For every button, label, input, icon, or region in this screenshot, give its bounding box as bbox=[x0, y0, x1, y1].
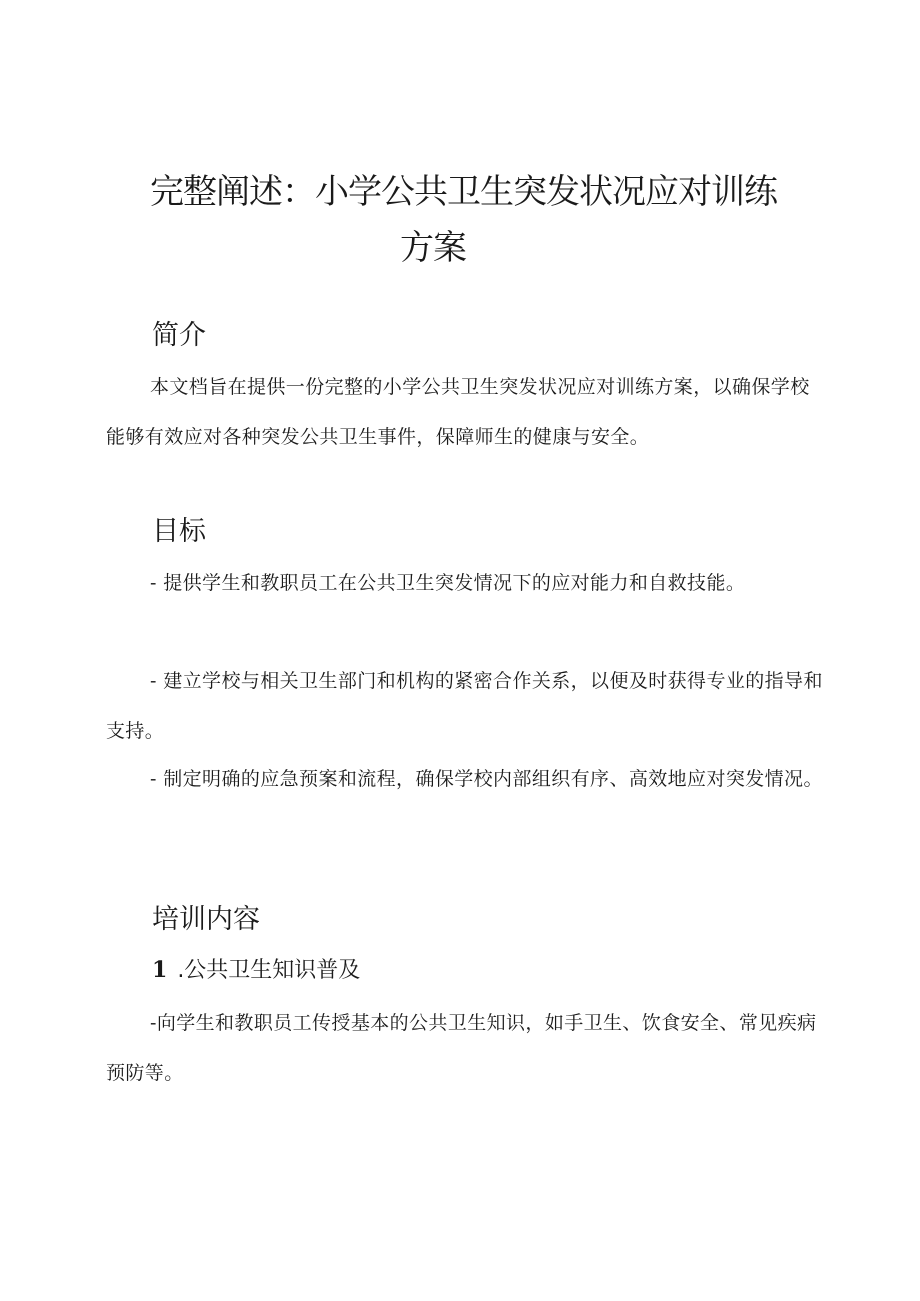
goal-item-3: - 制定明确的应急预案和流程，确保学校内部组织有序、高效地应对突发情况。 bbox=[150, 768, 823, 790]
title-line-1: 完整阐述：小学公共卫生突发状况应对训练 bbox=[150, 172, 777, 212]
section-heading-goals: 目标 bbox=[152, 516, 206, 547]
section-heading-training: 培训内容 bbox=[152, 904, 260, 935]
training-paragraph-1: -向学生和教职员工传授基本的公共卫生知识，如手卫生、饮食安全、常见疾病预防等。 bbox=[106, 1012, 817, 1084]
document-title bbox=[150, 164, 810, 276]
subheading-title: .公共卫生知识普及 bbox=[177, 958, 361, 983]
subheading-number: 1 bbox=[152, 957, 168, 983]
title-line-2: 方案 bbox=[400, 228, 466, 268]
goal-item-1: - 提供学生和教职员工在公共卫生突发情况下的应对能力和自救技能。 bbox=[150, 572, 746, 594]
training-subheading-1 bbox=[152, 954, 360, 987]
section-heading-intro: 简介 bbox=[152, 320, 206, 351]
goal-item-2: - 建立学校与相关卫生部门和机构的紧密合作关系，以便及时获得专业的指导和支持。 bbox=[106, 670, 823, 742]
intro-paragraph: 本文档旨在提供一份完整的小学公共卫生突发状况应对训练方案，以确保学校能够有效应对各种突发公共卫生事件，保障师生的健康与安全。 bbox=[106, 376, 810, 448]
